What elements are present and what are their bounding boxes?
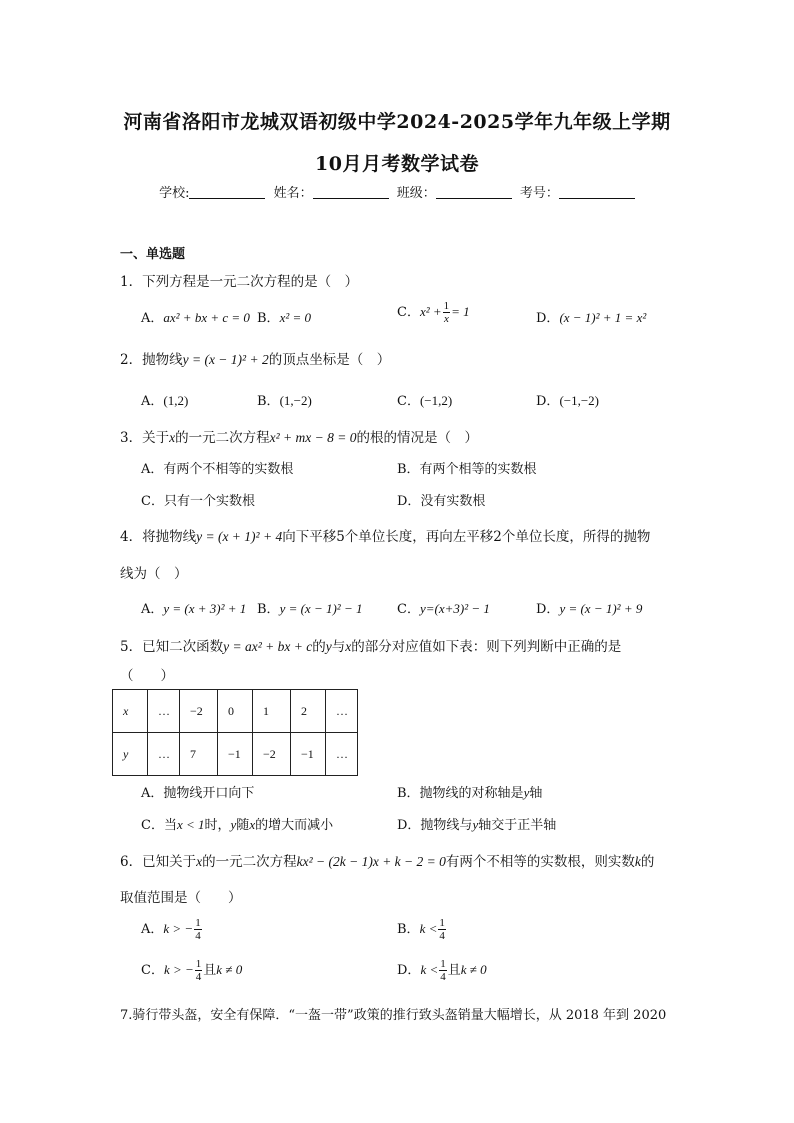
table-cell: y <box>113 733 148 776</box>
class-field <box>397 182 512 201</box>
table-cell: … <box>326 733 358 776</box>
q5-option-d: D．抛物线与y轴交于正半轴 <box>397 817 557 833</box>
school-label: 学校: <box>159 186 190 201</box>
table-cell: −1 <box>218 733 253 776</box>
q3-option-c: C．只有一个实数根 <box>141 494 255 509</box>
q6-option-a: A．k > − $\frac{1}{4}$ <box>141 917 201 942</box>
q4-option-c: C．y=(x+3)² − 1 <box>397 601 490 617</box>
q2-option-c: C．(−1,2) <box>397 393 453 409</box>
table-cell: 0 <box>218 690 253 733</box>
question-6-stem-line2: 取值范围是（ ） <box>120 890 242 906</box>
q6-option-b: B．k < $\frac{1}{4}$ <box>397 917 445 942</box>
table-cell: 7 <box>180 733 218 776</box>
question-4-stem-line2: 线为（ ） <box>120 566 188 582</box>
table-cell: −2 <box>253 733 291 776</box>
q1-option-d: D．(x − 1)² + 1 = x² <box>536 310 647 326</box>
q6-d-fraction: $\frac{1}{4}$ <box>440 958 446 983</box>
section-heading: 一、单选题 <box>120 247 186 262</box>
question-4-stem: 4．将抛物线y = (x + 1)² + 4向下平移5个单位长度，再向左平移2个单位长度，所得的抛物 <box>120 529 651 545</box>
q6-a-fraction: $\frac{1}{4}$ <box>195 917 201 942</box>
q1-c-fraction: $\frac{1}{x}$ <box>443 300 450 325</box>
q1-option-b: B．x² = 0 <box>257 310 312 326</box>
q2-option-b: B．(1,−2) <box>257 393 312 409</box>
q1-option-a: A．ax² + bx + c = 0 <box>141 310 250 326</box>
question-6-stem: 6．已知关于x的一元二次方程kx² − (2k − 1)x + k − 2 = 0有两个不相等的实数根，则实数k的 <box>120 854 655 870</box>
name-label: 姓名： <box>273 186 313 201</box>
q3-option-d: D．没有实数根 <box>397 494 486 509</box>
table-row <box>113 733 358 776</box>
class-blank <box>436 186 512 199</box>
question-2-stem: 2．抛物线y = (x − 1)² + 2的顶点坐标是（ ） <box>120 352 391 368</box>
school-blank <box>189 186 265 199</box>
q4-option-a: A．y = (x + 3)² + 1 <box>141 601 247 617</box>
question-7-stem: 7.骑行带头盔，安全有保障．“一盔一带”政策的推行致头盔销量大幅增长，从 2018 年到 2020 <box>120 1008 667 1023</box>
school-field <box>159 182 265 201</box>
table-cell: 2 <box>291 690 326 733</box>
table-cell: x <box>113 690 148 733</box>
table-cell: … <box>326 690 358 733</box>
q4-option-b: B．y = (x − 1)² − 1 <box>257 601 363 617</box>
table-cell: … <box>148 733 180 776</box>
exam-title-line1: 河南省洛阳市龙城双语初级中学2024-2025学年九年级上学期 <box>123 111 671 133</box>
table-cell: −2 <box>180 690 218 733</box>
student-info-row <box>0 182 794 201</box>
q6-option-c: C．k > − $\frac{1}{4}$ 且k ≠ 0 <box>141 958 243 983</box>
question-1-stem: 1．下列方程是一元二次方程的是（ ） <box>120 274 359 290</box>
name-field <box>274 182 389 201</box>
exam-number-field <box>520 182 635 201</box>
q5-option-a: A．抛物线开口向下 <box>141 786 255 801</box>
exam-number-label: 考号： <box>519 186 559 201</box>
q2-option-d: D．(−1,−2) <box>536 393 600 409</box>
q2-option-a: A．(1,2) <box>141 393 189 409</box>
q6-option-d: D．k < $\frac{1}{4}$ 且k ≠ 0 <box>397 958 487 983</box>
table-cell: −1 <box>291 733 326 776</box>
exam-number-blank <box>559 186 635 199</box>
q6-b-fraction: $\frac{1}{4}$ <box>439 917 445 942</box>
q4-option-d: D．y = (x − 1)² + 9 <box>536 601 643 617</box>
question-3-stem: 3．关于x的一元二次方程x² + mx − 8 = 0的根的情况是（ ） <box>120 430 478 446</box>
class-label: 班级： <box>396 186 436 201</box>
q6-c-fraction: $\frac{1}{4}$ <box>195 958 202 983</box>
q3-option-b: B．有两个相等的实数根 <box>397 462 537 477</box>
q3-option-a: A．有两个不相等的实数根 <box>141 462 294 477</box>
table-row <box>113 690 358 733</box>
q1-option-c: C．x² + $\frac{1}{x}$ = 1 <box>397 300 470 325</box>
table-cell: … <box>148 690 180 733</box>
name-blank <box>313 186 389 199</box>
exam-title-line2: 10月月考数学试卷 <box>315 153 479 175</box>
values-table <box>112 689 358 776</box>
question-5-stem-line2: （ ） <box>120 668 174 684</box>
question-5-stem: 5．已知二次函数y = ax² + bx + c的y与x的部分对应值如下表：则下列判断中正确的是 <box>120 639 622 655</box>
q5-option-b: B．抛物线的对称轴是y轴 <box>397 785 543 801</box>
q5-option-c: C．当x < 1时，y随x的增大而减小 <box>141 817 334 833</box>
table-cell: 1 <box>253 690 291 733</box>
